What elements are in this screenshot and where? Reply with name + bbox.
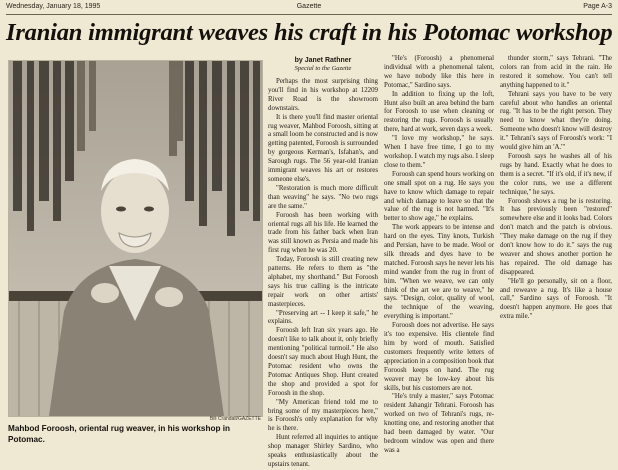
byline: by Janet Rathner [294, 57, 352, 64]
paragraph: "Preserving art -- I keep it safe," he explains. [268, 309, 378, 326]
article-photo [8, 60, 263, 417]
article-column-2 [384, 55, 494, 463]
paragraph: "My American friend told me to bring some of my masterpieces here," is Foroosh's only explanation for why he is there. [268, 398, 378, 433]
paragraph: It is there you'll find master oriental rug weaver, Mahbod Foroosh, sitting at a small loom he constructed and is now getting patented, Foroosh is surrounded by gorgeous Kerman's, Isfahan's, and Sarough rugs. The 56 year-old Iranian immigrant weaves his art or restores someone else's. [268, 113, 378, 183]
paragraph: Foroosh says he washes all of his rugs by hand. Exactly what he does to them is a secret. "If it's old, if it's new, if the color runs, we use a different technique," he says. [500, 152, 612, 196]
paragraph: Today, Foroosh is still creating new patterns. He refers to them as "the alphabet, my shorthand." But Foroosh says his true calling is the intricate repair work on other artists' masterpieces. [268, 256, 378, 308]
column-1-body [268, 78, 378, 470]
photo-caption: Mahbod Foroosh, oriental rug weaver, in his workshop in Potomac. [8, 424, 230, 444]
paragraph: Tehrani says you have to be very careful about who handles an oriental rug. "It has to be the right person. They need to know what they're doing. Someone who doesn't know will destroy it." Tehrani's says of Foroosh's work: "I would give him an 'A.'" [500, 90, 612, 152]
article-column-1 [268, 55, 378, 468]
paragraph: "He's truly a master," says Potomac resident Jahangir Tehrani. Foroosh has worked on two of Tehrani's rugs, re-knotting one, and restoring another that had been damaged by water. "Our bedroom window was open and there was a [384, 393, 494, 454]
paragraph: Foroosh left Iran six years ago. He doesn't like to talk about it, only briefly mentioning "political turmoil." He also doesn't say much about Hugh Hunt, the Potomac resident who owns the Potomac Antiques Shop. Hunt created the shop and provided a spot for Foroosh in the shop. [268, 327, 378, 397]
paragraph: Hunt referred all inquiries to antique shop manager Shirley Sardino, who speaks enthusiastically about the upstairs tenant. [268, 434, 378, 468]
paragraph: thunder storm," says Tehrani. "The colors ran from acid in the rain. He restored it somehow. You can't tell anything happened to it." [500, 55, 612, 89]
paragraph: Foroosh has been working with oriental rugs all his life. He learned the trade from his father back when Iran was still known as Persia and made his first rug when he was 20. [268, 211, 378, 255]
header-date: Wednesday, January 18, 1995 [6, 3, 101, 10]
header-paper-name: Gazette [296, 3, 322, 10]
column-3-body [500, 55, 612, 322]
paragraph: "I love my workshop," he says. When I have free time, I go to my workshop. I watch my rugs also. I sleep close to them." [384, 135, 494, 169]
headline: Iranian immigrant weaves his craft in his Potomac workshop [6, 19, 613, 46]
column-2-body [384, 55, 494, 456]
article-column-3 [500, 55, 612, 463]
photo-credit: Bill Crandall/GAZETTE [209, 416, 261, 422]
paragraph: "Restoration is much more difficult than weaving" he says. "No two rugs are the same." [268, 184, 378, 210]
paragraph: Foroosh shows a rug he is restoring. It has previously been "restored" somewhere else and it looks bad. Colors don't match and the patch is obvious. "They make damage on the rug if they don't know how to do it." says the rug weaver and shows another portion he has repaired. The old damage has disappeared. [500, 197, 612, 276]
paragraph: In addition to fixing up the loft, Hunt also built an area behind the barn for Foroosh to use when cleaning or restoring the rugs. Foroosh is usually there, hard at work, seven days a week. [384, 90, 494, 134]
page-header [6, 2, 612, 15]
paragraph: Foroosh can spend hours working on one small spot on a rug. He says you have to know which damage to repair and which damage to leave so that the value of the rug is not harmed. "It's better to show age," he explains. [384, 170, 495, 223]
header-page-number: Page A-3 [583, 3, 612, 10]
byline-affiliation: Special to the Gazette [294, 65, 352, 72]
paragraph: Perhaps the most surprising thing you'll find in his workshop at 12209 River Road is the showroom downstairs. [268, 78, 378, 112]
paragraph: Foroosh does not advertise. He says it's too expensive. His clientele find him by word of mouth. Satisfied customers frequently write letters of appreciation in a composition book that Foroosh keeps on hand. The rug weaver may be low-key about his skills, but his customers are not. [384, 322, 494, 392]
paragraph: "He's (Foroosh) a phenomenal individual with a phenomenal talent, we have nobody like this here in Potomac," Sardino says. [384, 55, 494, 89]
paragraph: "He'll go personally, sit on a floor, and reweave a rug. It's like a house call," Sardino says of Foroosh. "It doesn't happen anymore. He goes that extra mile." [500, 277, 612, 321]
paragraph: The work appears to be intense and hard on the eyes. Tiny knots, Turkish and Persian, have to be made. Wool or silk threads and dyes have to be matched. Foroosh says he never lets his mind wander from the rug in front of him. "When we weave, we can only think of the art we are to weave," he says. "Design, color, quality of wool, the technique of the weaving, everything is important." [384, 224, 494, 321]
